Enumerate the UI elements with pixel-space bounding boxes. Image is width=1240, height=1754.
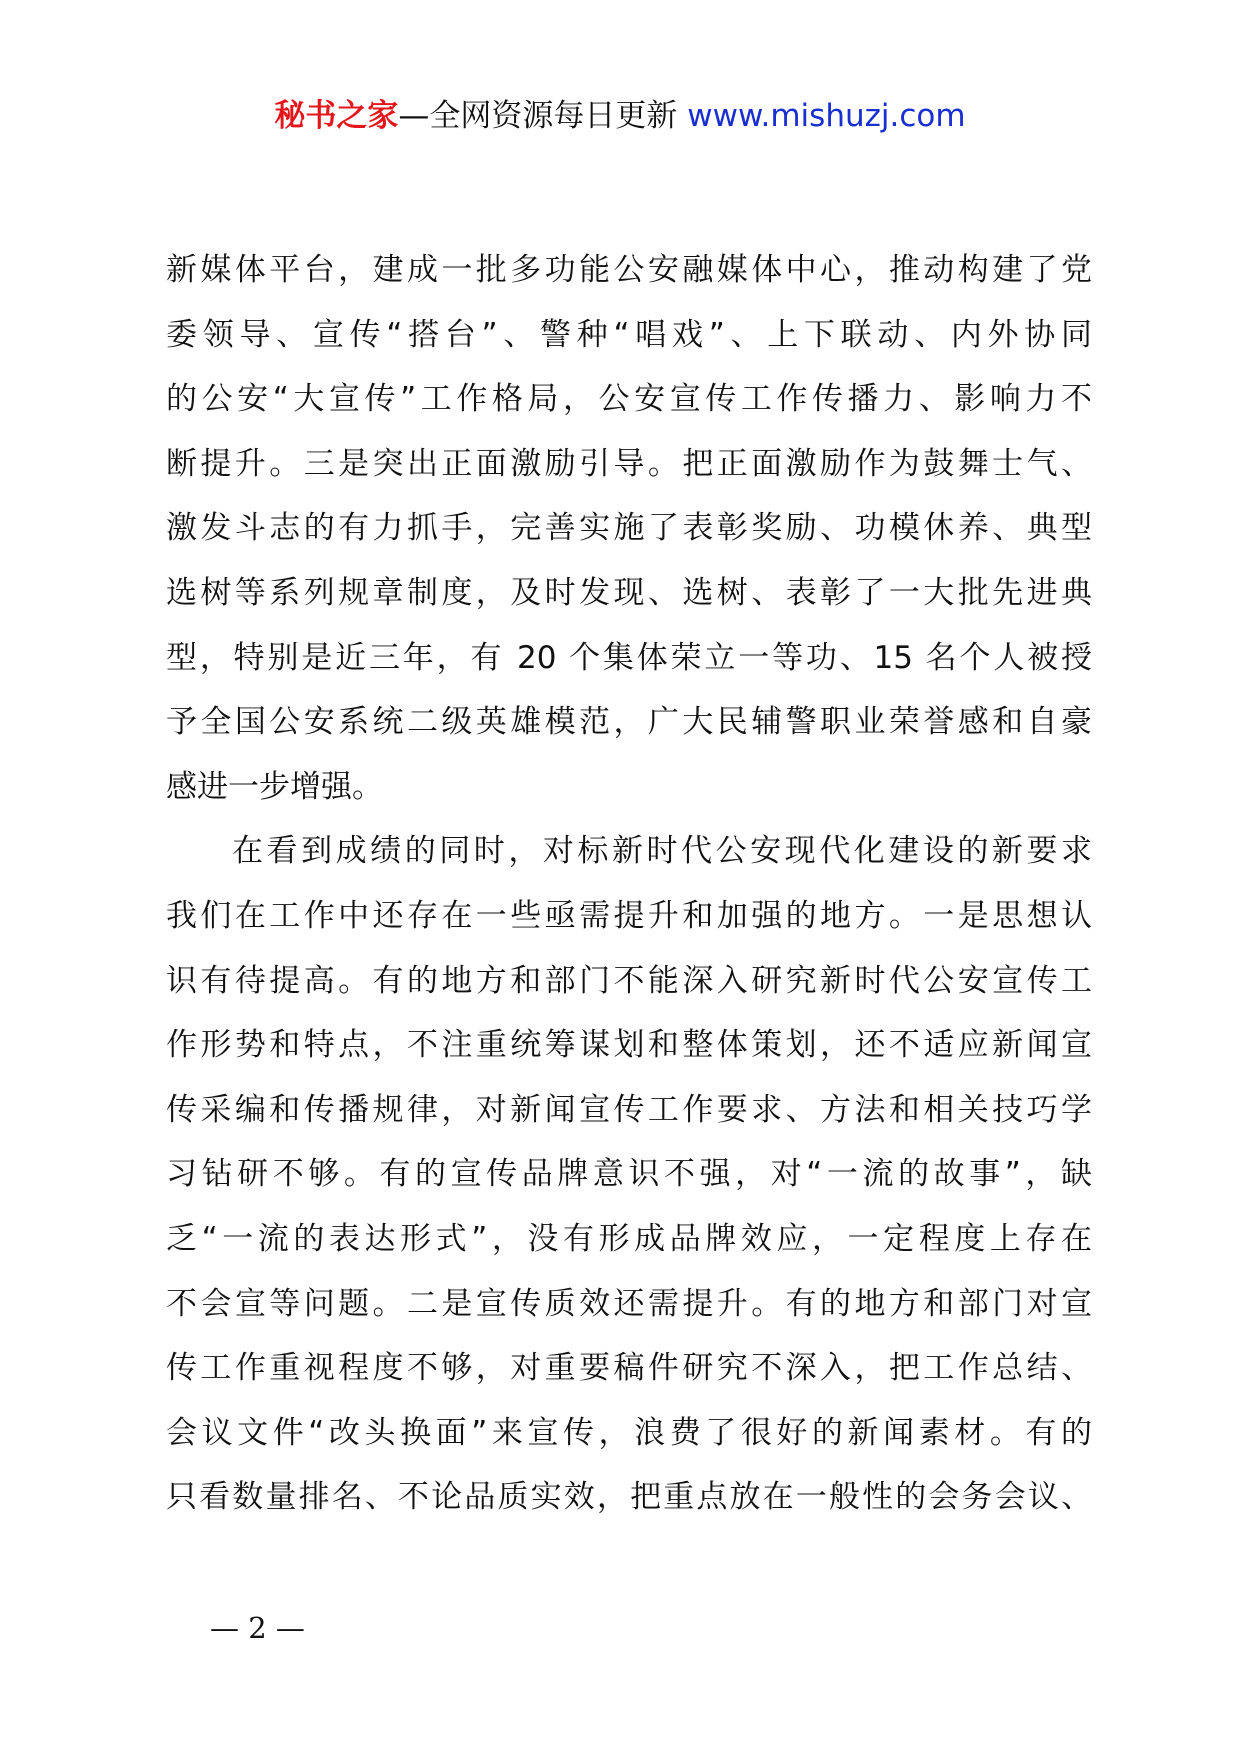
text-line: 传采编和传播规律，对新闻宣传工作要求、方法和相关技巧学 — [166, 1091, 1092, 1128]
text-line: 在看到成绩的同时，对标新时代公安现代化建设的新要求 — [232, 833, 1092, 870]
text-line: 的公安“大宣传”工作格局，公安宣传工作传播力、影响力不 — [166, 381, 1092, 418]
document-body — [166, 238, 1092, 1530]
site-url[interactable]: www.mishuzj.com — [687, 98, 966, 134]
text-line: 断提升。三是突出正面激励引导。把正面激励作为鼓舞士气、 — [166, 445, 1092, 482]
text-line: 激发斗志的有力抓手，完善实施了表彰奖励、功模休养、典型 — [166, 510, 1092, 547]
text-line: 选树等系列规章制度，及时发现、选树、表彰了一大批先进典 — [166, 574, 1092, 611]
site-slogan: —全网资源每日更新 — [398, 98, 678, 134]
text-line: 型，特别是近三年，有 20 个集体荣立一等功、15 名个人被授 — [166, 639, 1092, 676]
site-brand: 秘书之家 — [274, 98, 399, 134]
text-line: 不会宣等问题。二是宣传质效还需提升。有的地方和部门对宣 — [166, 1285, 1092, 1322]
page-number: — 2 — — [210, 1611, 305, 1645]
text-line: 会议文件“改头换面”来宣传，浪费了很好的新闻素材。有的 — [166, 1414, 1092, 1451]
paragraph-1 — [166, 238, 1092, 819]
paragraph-2 — [166, 819, 1092, 1530]
text-line: 新媒体平台，建成一批多功能公安融媒体中心，推动构建了党 — [166, 252, 1092, 288]
document-header — [0, 96, 1240, 136]
text-line: 习钻研不够。有的宣传品牌意识不强，对“一流的故事”，缺 — [166, 1156, 1092, 1193]
text-line: 作形势和特点，不注重统筹谋划和整体策划，还不适应新闻宣 — [166, 1027, 1092, 1064]
text-line: 只看数量排名、不论品质实效，把重点放在一般性的会务会议、 — [166, 1479, 1092, 1516]
text-line: 予全国公安系统二级英雄模范，广大民辅警职业荣誉感和自豪 — [166, 704, 1092, 741]
text-line: 传工作重视程度不够，对重要稿件研究不深入，把工作总结、 — [166, 1350, 1092, 1387]
text-line: 乏“一流的表达形式”，没有形成品牌效应，一定程度上存在 — [166, 1220, 1092, 1257]
text-line: 我们在工作中还存在一些亟需提升和加强的地方。一是思想认 — [166, 897, 1092, 934]
text-line: 识有待提高。有的地方和部门不能深入研究新时代公安宣传工 — [166, 962, 1092, 999]
text-line: 委领导、宣传“搭台”、警种“唱戏”、上下联动、内外协同 — [166, 316, 1092, 353]
text-line: 感进一步增强。 — [166, 768, 383, 805]
